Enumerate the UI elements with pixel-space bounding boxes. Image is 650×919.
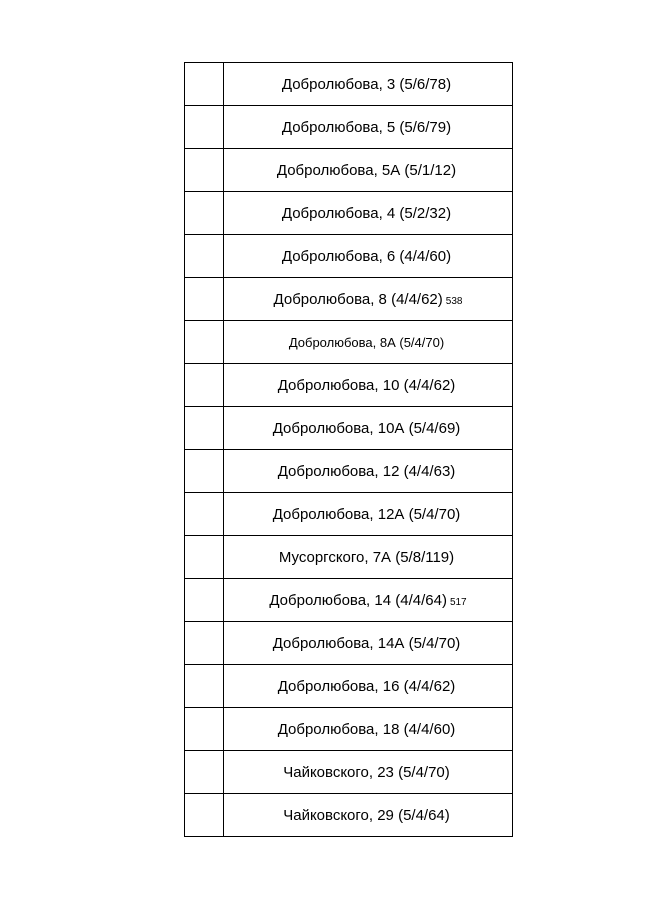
address-text: Добролюбова, 8 (4/4/62) bbox=[273, 290, 443, 308]
table-row bbox=[185, 493, 513, 536]
table-row bbox=[185, 450, 513, 493]
number-cell bbox=[185, 536, 224, 579]
address-text: Добролюбова, 8А (5/4/70) bbox=[288, 334, 445, 350]
number-cell bbox=[185, 708, 224, 751]
address-text: Добролюбова, 18 (4/4/60) bbox=[277, 720, 456, 738]
number-cell bbox=[185, 665, 224, 708]
address-cell bbox=[224, 751, 513, 794]
number-cell bbox=[185, 149, 224, 192]
address-text: Добролюбова, 4 (5/2/32) bbox=[281, 204, 452, 222]
number-cell bbox=[185, 407, 224, 450]
table-row bbox=[185, 63, 513, 106]
address-cell bbox=[224, 235, 513, 278]
number-cell bbox=[185, 321, 224, 364]
address-text: Добролюбова, 5 (5/6/79) bbox=[281, 118, 452, 136]
address-text: Добролюбова, 12 (4/4/63) bbox=[277, 462, 456, 480]
address-cell bbox=[224, 708, 513, 751]
address-cell bbox=[224, 622, 513, 665]
table-row bbox=[185, 751, 513, 794]
address-text: Добролюбова, 12А (5/4/70) bbox=[272, 505, 461, 523]
address-text: Добролюбова, 14А (5/4/70) bbox=[272, 634, 461, 652]
address-cell bbox=[224, 794, 513, 837]
address-cell bbox=[224, 579, 513, 622]
address-text: Добролюбова, 6 (4/4/60) bbox=[281, 247, 452, 265]
address-cell bbox=[224, 106, 513, 149]
address-cell bbox=[224, 364, 513, 407]
number-cell bbox=[185, 106, 224, 149]
address-cell bbox=[224, 493, 513, 536]
number-cell bbox=[185, 192, 224, 235]
table-row bbox=[185, 278, 513, 321]
address-note: 538 bbox=[445, 295, 463, 307]
table-row bbox=[185, 192, 513, 235]
table-row bbox=[185, 235, 513, 278]
table-row bbox=[185, 794, 513, 837]
table-row bbox=[185, 321, 513, 364]
address-text: Добролюбова, 3 (5/6/78) bbox=[281, 75, 452, 93]
address-text: Добролюбова, 10 (4/4/62) bbox=[277, 376, 456, 394]
number-cell bbox=[185, 364, 224, 407]
address-cell bbox=[224, 665, 513, 708]
table-row bbox=[185, 149, 513, 192]
address-table bbox=[184, 62, 513, 837]
address-note: 517 bbox=[449, 596, 467, 608]
number-cell bbox=[185, 450, 224, 493]
table-row bbox=[185, 536, 513, 579]
table-row bbox=[185, 364, 513, 407]
address-text: Мусоргского, 7А (5/8/119) bbox=[278, 548, 455, 566]
table-row bbox=[185, 622, 513, 665]
number-cell bbox=[185, 622, 224, 665]
table-row bbox=[185, 407, 513, 450]
address-cell bbox=[224, 536, 513, 579]
number-cell bbox=[185, 794, 224, 837]
address-cell bbox=[224, 63, 513, 106]
number-cell bbox=[185, 751, 224, 794]
address-cell bbox=[224, 450, 513, 493]
number-cell bbox=[185, 278, 224, 321]
address-cell bbox=[224, 321, 513, 364]
number-cell bbox=[185, 493, 224, 536]
address-cell bbox=[224, 278, 513, 321]
address-text: Добролюбова, 5А (5/1/12) bbox=[276, 161, 457, 179]
number-cell bbox=[185, 235, 224, 278]
table-row bbox=[185, 579, 513, 622]
address-cell bbox=[224, 407, 513, 450]
address-text: Чайковского, 29 (5/4/64) bbox=[283, 806, 450, 824]
table-row bbox=[185, 106, 513, 149]
address-cell bbox=[224, 149, 513, 192]
number-cell bbox=[185, 63, 224, 106]
address-text: Добролюбова, 10А (5/4/69) bbox=[272, 419, 461, 437]
address-text: Добролюбова, 16 (4/4/62) bbox=[277, 677, 456, 695]
table-row bbox=[185, 665, 513, 708]
table-row bbox=[185, 708, 513, 751]
address-cell bbox=[224, 192, 513, 235]
number-cell bbox=[185, 579, 224, 622]
address-table-body bbox=[185, 63, 513, 837]
address-text: Чайковского, 23 (5/4/70) bbox=[283, 763, 450, 781]
address-text: Добролюбова, 14 (4/4/64) bbox=[269, 591, 447, 609]
